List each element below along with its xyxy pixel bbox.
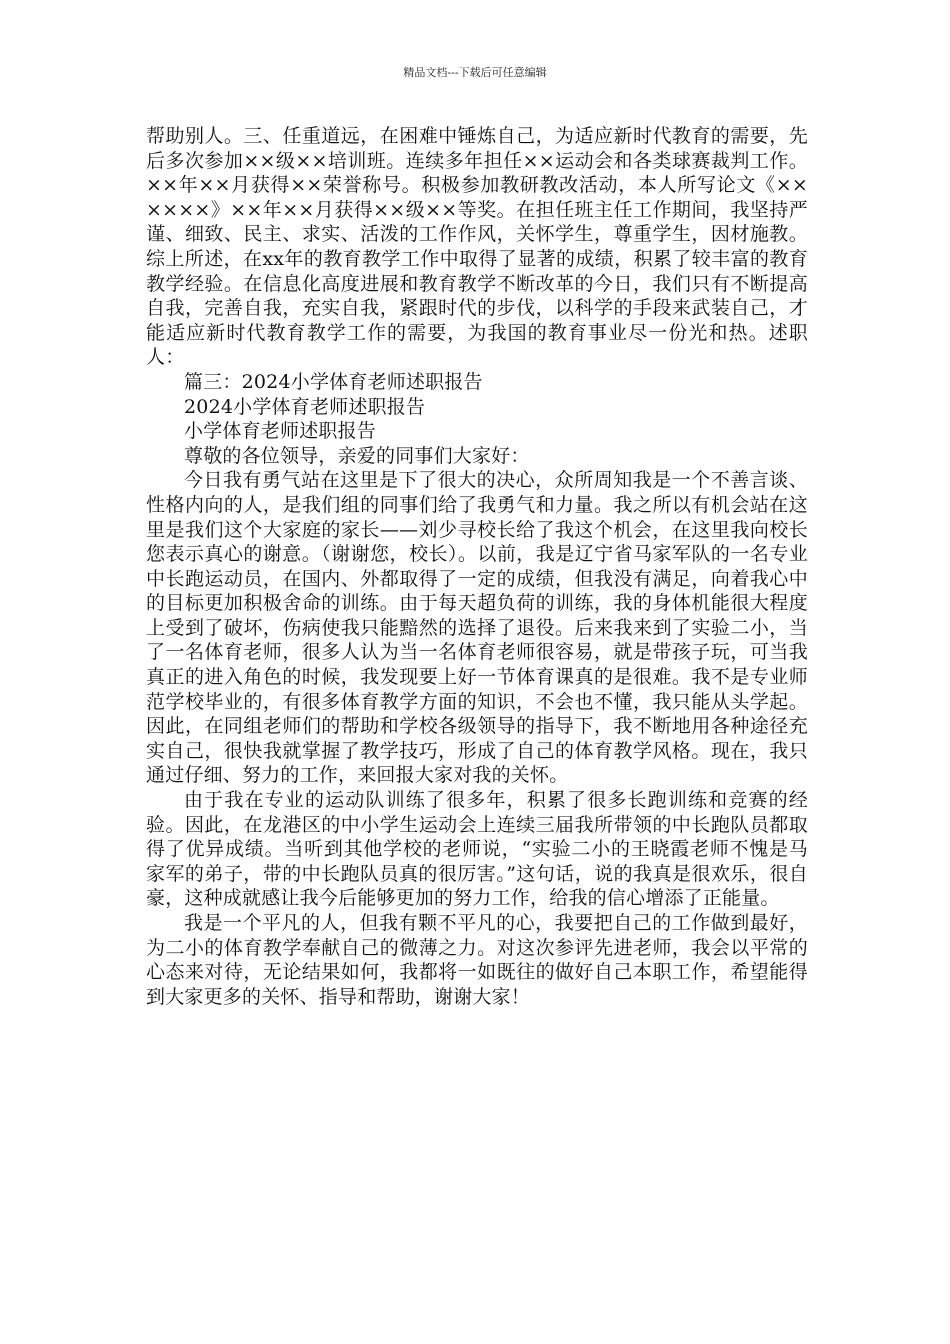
report-subtitle: 小学体育老师述职报告 <box>184 420 377 443</box>
paragraph: 我是一个平凡的人，但我有颗不平凡的心，我要把自己的工作做到最好，为二小的体育教学奉献自己的微薄之力。对这次参评先进老师，我会以平常的心态来对待，无论结果如何，我都将一如既往的做好自己本职工作，希望能得到大家更多的关怀、指导和帮助，谢谢大家！ <box>146 912 808 1008</box>
section-heading: 篇三：2024小学体育老师述职报告 <box>184 370 483 393</box>
document-body <box>146 124 808 1009</box>
paragraph: 帮助别人。三、任重道远，在困难中锤炼自己，为适应新时代教育的需要，先后多次参加××级××培训班。连续多年担任××运动会和各类球赛裁判工作。××年××月获得××荣誉称号。积极参加教研教改活动，本人所写论文《××××××》××年××月获得××级××等奖。在担任班主任工作期间，我坚持严谨、细致、民主、求实、活泼的工作作风，关怀学生，尊重学生，因材施教。综上所述，在xx年的教育教学工作中取得了显著的成绩，积累了较丰富的教育教学经验。在信息化高度进展和教育教学不断改革的今日，我们只有不断提高自我，完善自我，充实自我，紧跟时代的步伐，以科学的手段来武装自己，才能适应新时代教育教学工作的需要，为我国的教育事业尽一份光和热。述职人： <box>146 125 808 369</box>
report-title: 2024小学体育老师述职报告 <box>184 395 426 418</box>
page-header: 精品文档---下载后可任意编辑 <box>403 66 547 79</box>
paragraph: 今日我有勇气站在这里是下了很大的决心，众所周知我是一个不善言谈、性格内向的人，是我们组的同事们给了我勇气和力量。我之所以有机会站在这里是我们这个大家庭的家长——刘少寻校长给了我这个机会，在这里我向校长您表示真心的谢意。（谢谢您，校长）。以前，我是辽宁省马家军队的一名专业中长跑运动员，在国内、外都取得了一定的成绩，但我没有满足，向着我心中的目标更加积极舍命的训练。由于每天超负荷的训练，我的身体机能很大程度上受到了破坏，伤病使我只能黯然的选择了退役。后来我来到了实验二小，当了一名体育老师，很多人认为当一名体育老师很容易，就是带孩子玩，可当我真正的进入角色的时候，我发现要上好一节体育课真的是很难。我不是专业师范学校毕业的，有很多体育教学方面的知识，不会也不懂，我只能从头学起。因此，在同组老师们的帮助和学校各级领导的指导下，我不断地用各种途径充实自己，很快我就掌握了教学技巧，形成了自己的体育教学风格。现在，我只通过仔细、努力的工作，来回报大家对我的关怀。 <box>146 469 808 787</box>
salutation: 尊敬的各位领导，亲爱的同事们大家好： <box>184 444 530 467</box>
paragraph: 由于我在专业的运动队训练了很多年，积累了很多长跑训练和竞赛的经验。因此，在龙港区的中小学生运动会上连续三届我所带领的中长跑队员都取得了优异成绩。当听到其他学校的老师说，“实验二小的王晓霞老师不愧是马家军的弟子，带的中长跑队员真的很厉害。”这句话，说的我真是很欢乐，很自豪，这种成就感让我今后能够更加的努力工作，给我的信心增添了正能量。 <box>146 789 808 910</box>
